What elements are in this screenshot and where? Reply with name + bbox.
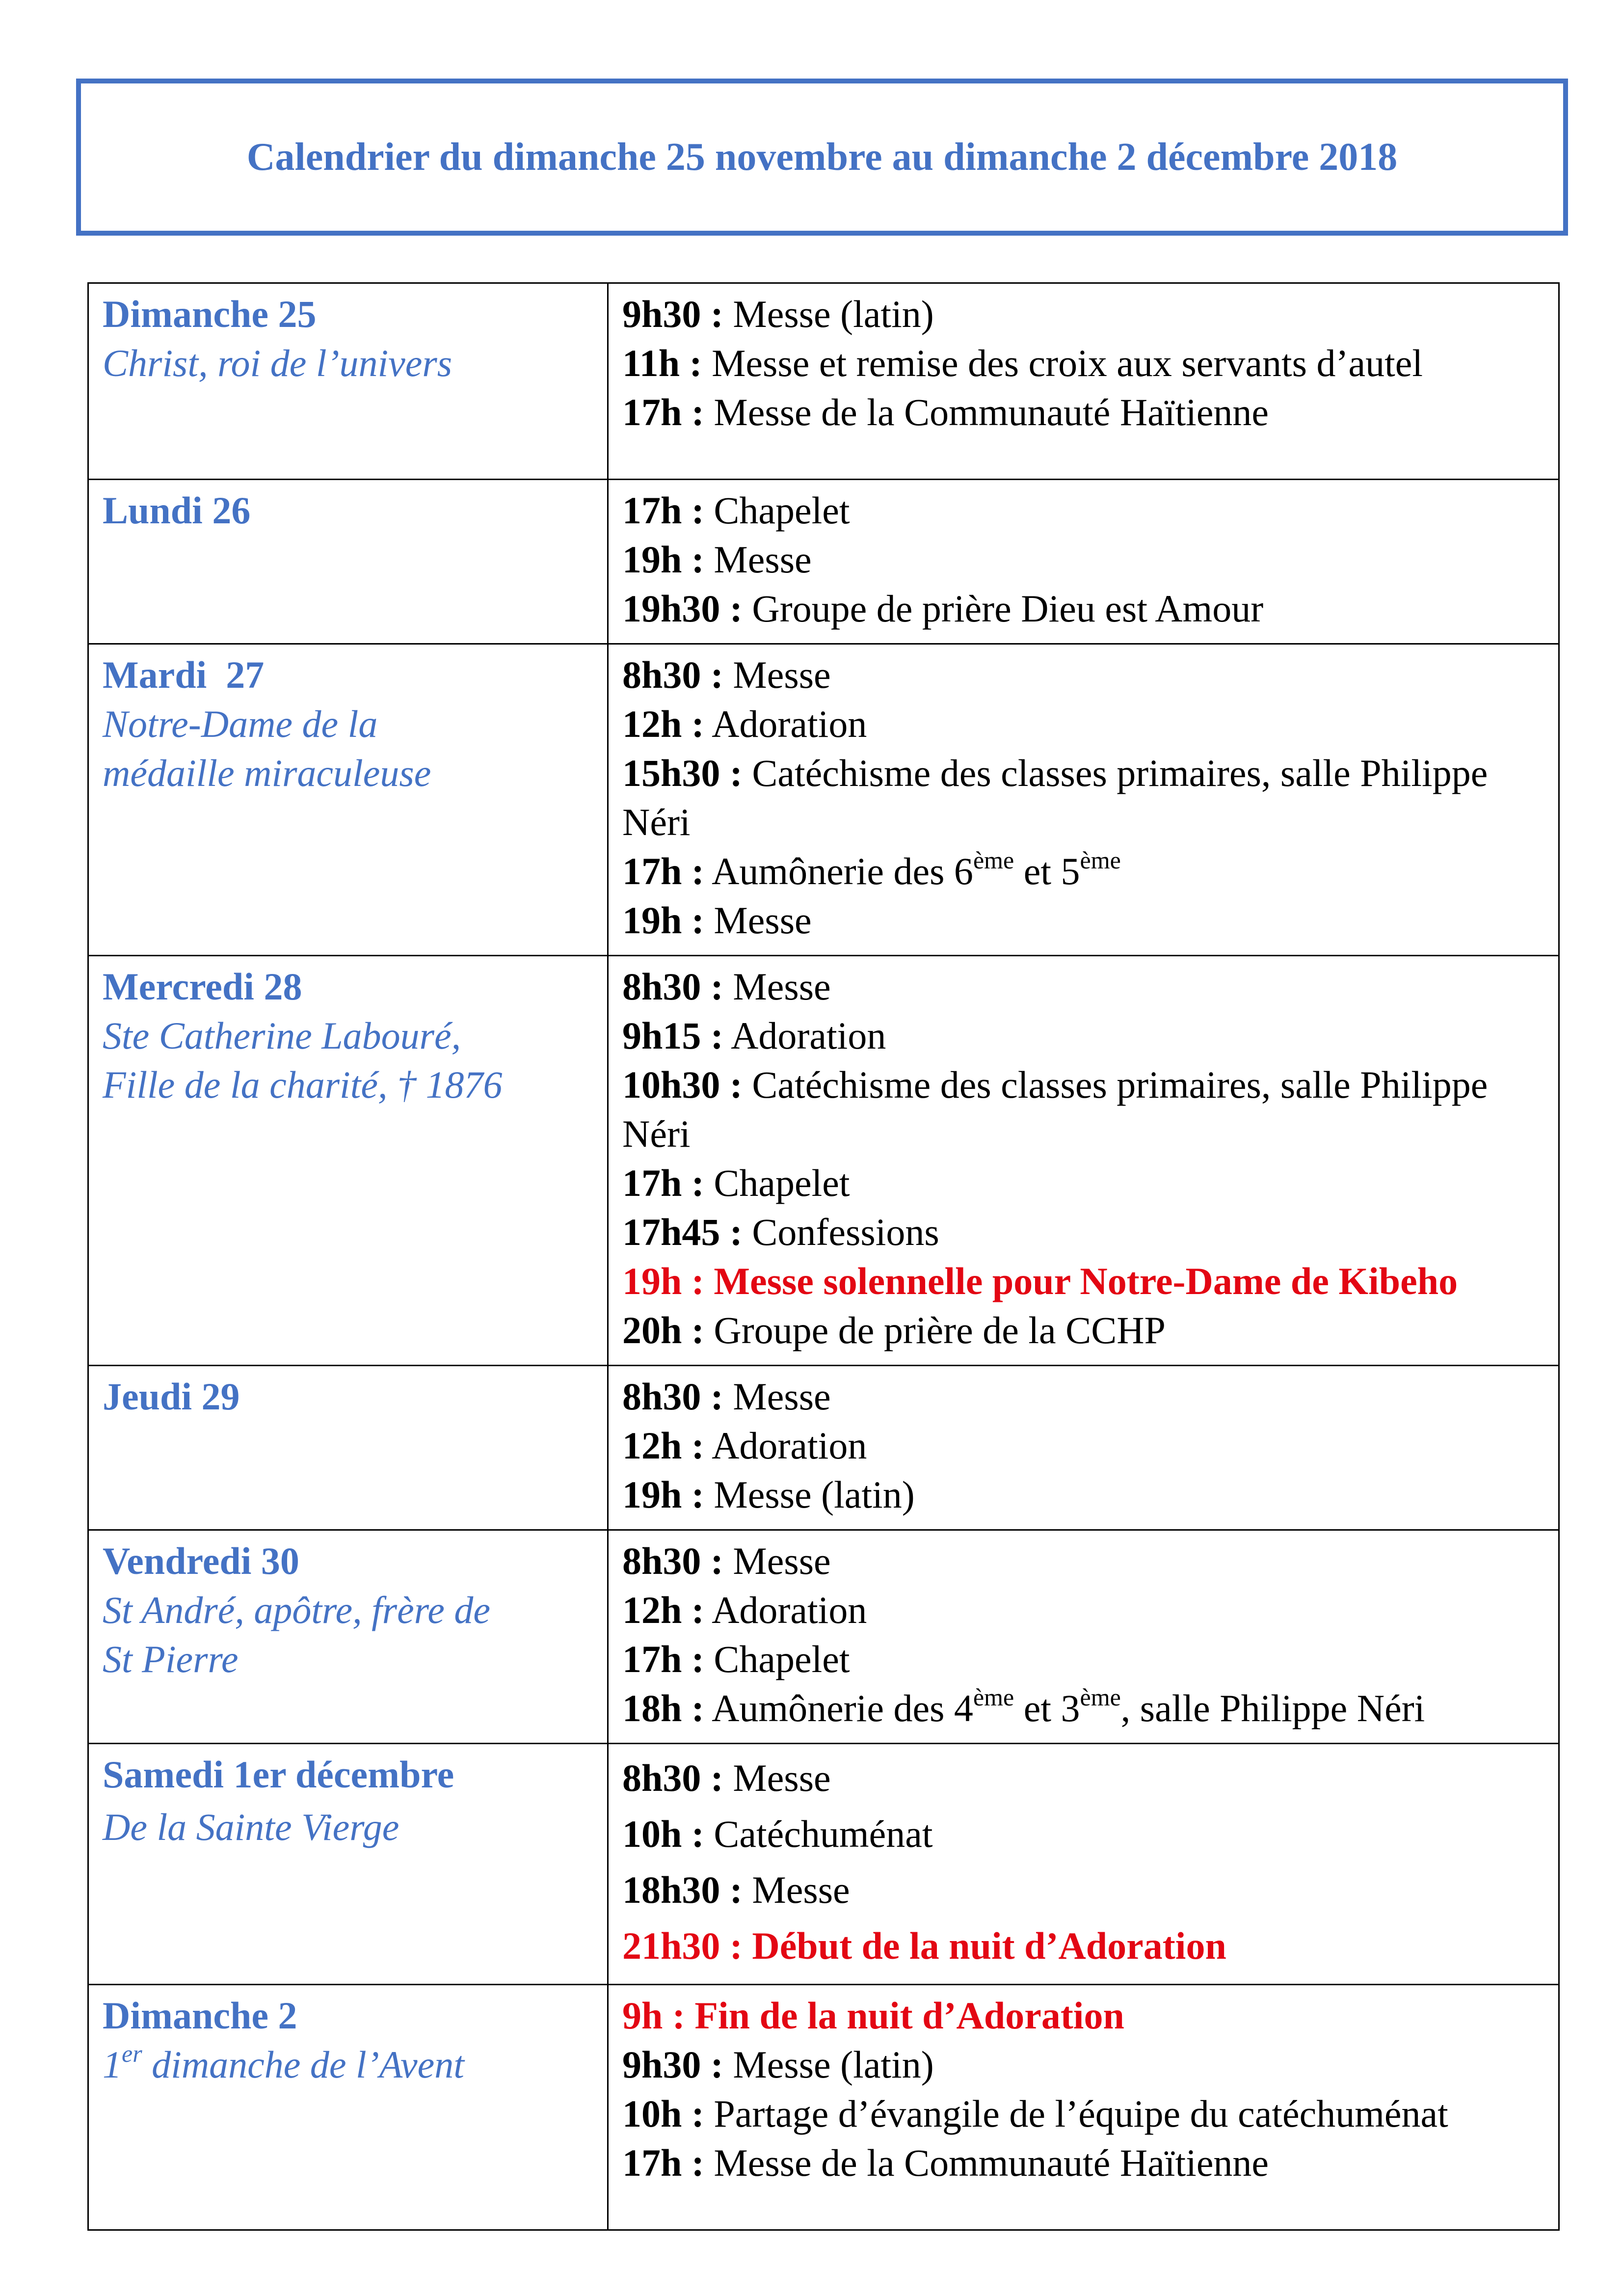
page-title: Calendrier du dimanche 25 novembre au dimanche 2 décembre 2018 — [246, 135, 1398, 179]
day-cell — [88, 1985, 608, 2230]
calendar-table — [87, 282, 1560, 2231]
events-cell — [608, 1530, 1559, 1744]
event-time: 11h : — [622, 342, 702, 384]
event-time: 19h30 : — [622, 587, 743, 630]
event-desc: Catéchuménat — [714, 1812, 933, 1855]
event-desc: Messe solennelle pour Notre-Dame de Kibeho — [714, 1260, 1458, 1302]
event-time: 19h : — [622, 1473, 704, 1516]
events-cell — [608, 644, 1559, 956]
superscript: ème — [973, 846, 1014, 874]
event-desc: Chapelet — [714, 1162, 850, 1204]
feast-text: dimanche de l’Avent — [142, 2043, 464, 2086]
day-cell — [88, 956, 608, 1366]
event-line — [622, 388, 1544, 437]
day-name: Mercredi 28 — [103, 965, 302, 1008]
event-line — [622, 749, 1544, 847]
event-desc: Messe — [733, 1756, 831, 1799]
events-cell — [608, 283, 1559, 480]
event-desc: Messe — [733, 1540, 831, 1582]
event-line — [622, 1011, 1544, 1060]
event-line — [622, 847, 1544, 896]
event-line — [622, 1750, 1544, 1806]
event-desc: Début de la nuit d’Adoration — [752, 1924, 1226, 1967]
event-desc: Messe — [733, 965, 831, 1008]
event-line — [622, 486, 1544, 535]
event-desc: Adoration — [712, 702, 867, 745]
event-time: 17h : — [622, 1638, 704, 1680]
event-line — [622, 1208, 1544, 1257]
day-feast — [103, 2040, 593, 2089]
day-cell — [88, 1530, 608, 1744]
event-line — [622, 1537, 1544, 1586]
event-time: 18h30 : — [622, 1868, 743, 1911]
event-desc: Messe de la Communauté Haïtienne — [714, 2141, 1269, 2184]
event-desc: Messe — [733, 1375, 831, 1418]
event-desc-part: Aumônerie des 4 — [712, 1687, 973, 1729]
event-time: 9h15 : — [622, 1014, 723, 1057]
event-desc: Fin de la nuit d’Adoration — [694, 1994, 1124, 2037]
day-name: Dimanche 2 — [103, 1994, 297, 2037]
day-row — [88, 1366, 1559, 1530]
event-line — [622, 650, 1544, 700]
events-cell — [608, 1366, 1559, 1530]
event-line — [622, 1159, 1544, 1208]
event-desc: Messe et remise des croix aux servants d’autel — [712, 342, 1423, 384]
event-line — [622, 339, 1544, 388]
event-line — [622, 962, 1544, 1011]
event-time: 9h : — [622, 1994, 685, 2037]
event-time: 19h : — [622, 899, 704, 942]
event-time: 8h30 : — [622, 1540, 723, 1582]
event-desc: Groupe de prière Dieu est Amour — [752, 587, 1264, 630]
event-time: 12h : — [622, 1424, 704, 1467]
event-desc: Messe (latin) — [733, 293, 934, 335]
event-time: 19h : — [622, 1260, 704, 1302]
day-name: Lundi 26 — [103, 489, 251, 532]
event-desc — [712, 846, 1121, 892]
day-row — [88, 1985, 1559, 2230]
event-time: 17h : — [622, 2141, 704, 2184]
day-name: Jeudi 29 — [103, 1375, 240, 1418]
day-cell — [88, 644, 608, 956]
event-time: 9h30 : — [622, 293, 723, 335]
event-time: 8h30 : — [622, 1756, 723, 1799]
event-desc-part: Aumônerie des 6 — [712, 850, 973, 892]
day-row — [88, 283, 1559, 480]
event-desc-part: , salle Philippe Néri — [1120, 1687, 1425, 1729]
event-desc-part: et 5 — [1014, 850, 1080, 892]
event-line-highlight — [622, 1991, 1544, 2040]
event-desc: Chapelet — [714, 1638, 850, 1680]
events-cell — [608, 1744, 1559, 1985]
event-desc: Messe (latin) — [714, 1473, 915, 1516]
event-time: 18h : — [622, 1687, 704, 1729]
day-row — [88, 644, 1559, 956]
event-line — [622, 1421, 1544, 1470]
event-desc: Catéchisme des classes primaires, salle Philippe Néri — [622, 1063, 1488, 1155]
title-box — [76, 79, 1568, 236]
day-cell — [88, 1366, 608, 1530]
day-feast: De la Sainte Vierge — [103, 1806, 399, 1848]
day-row — [88, 480, 1559, 644]
event-time: 17h : — [622, 391, 704, 433]
event-line — [622, 2138, 1544, 2188]
event-line — [622, 1372, 1544, 1421]
event-desc: Messe — [714, 899, 812, 942]
event-time: 8h30 : — [622, 965, 723, 1008]
event-line — [622, 1060, 1544, 1159]
superscript: ème — [973, 1683, 1014, 1711]
events-cell — [608, 480, 1559, 644]
event-desc: Messe (latin) — [733, 2043, 934, 2086]
event-line — [622, 2040, 1544, 2089]
event-desc: Catéchisme des classes primaires, salle Philippe Néri — [622, 752, 1488, 843]
event-line-highlight — [622, 1257, 1544, 1306]
event-line — [622, 1586, 1544, 1635]
event-time: 21h30 : — [622, 1924, 743, 1967]
event-desc: Chapelet — [714, 489, 850, 532]
event-time: 20h : — [622, 1309, 704, 1351]
day-row — [88, 1530, 1559, 1744]
event-line-highlight — [622, 1918, 1544, 1974]
event-time: 15h30 : — [622, 752, 743, 794]
event-time: 10h : — [622, 2092, 704, 2135]
event-desc — [712, 1683, 1425, 1729]
feast-number: 1 — [103, 2043, 122, 2086]
event-time: 17h : — [622, 1162, 704, 1204]
day-cell — [88, 480, 608, 644]
superscript: ème — [1080, 846, 1121, 874]
event-desc: Messe — [714, 538, 812, 581]
event-desc: Messe — [752, 1868, 850, 1911]
event-time: 10h : — [622, 1812, 704, 1855]
event-time: 17h : — [622, 850, 704, 892]
events-cell — [608, 956, 1559, 1366]
event-time: 12h : — [622, 702, 704, 745]
event-line — [622, 1806, 1544, 1862]
event-line — [622, 535, 1544, 584]
day-feast: Christ, roi de l’univers — [103, 342, 452, 384]
day-row — [88, 956, 1559, 1366]
day-feast: Ste Catherine Labouré, Fille de la charité, † 1876 — [103, 1014, 503, 1106]
event-line — [622, 896, 1544, 945]
day-name: Samedi 1er décembre — [103, 1753, 454, 1796]
event-time: 17h : — [622, 489, 704, 532]
day-cell — [88, 283, 608, 480]
event-time: 17h45 : — [622, 1211, 743, 1253]
day-feast: St André, apôtre, frère de St Pierre — [103, 1589, 490, 1680]
event-line — [622, 1862, 1544, 1918]
superscript: er — [122, 2040, 142, 2067]
event-line — [622, 584, 1544, 633]
day-name: Dimanche 25 — [103, 293, 317, 335]
day-row — [88, 1744, 1559, 1985]
event-desc: Messe de la Communauté Haïtienne — [714, 391, 1269, 433]
event-time: 12h : — [622, 1589, 704, 1631]
event-line — [622, 1684, 1544, 1733]
event-desc: Adoration — [712, 1589, 867, 1631]
event-desc-part: et 3 — [1014, 1687, 1080, 1729]
event-line — [622, 2089, 1544, 2138]
day-name: Vendredi 30 — [103, 1540, 299, 1582]
event-time: 9h30 : — [622, 2043, 723, 2086]
event-time: 10h30 : — [622, 1063, 743, 1106]
events-cell — [608, 1985, 1559, 2230]
event-time: 19h : — [622, 538, 704, 581]
event-time: 8h30 : — [622, 653, 723, 696]
event-line — [622, 700, 1544, 749]
event-desc: Messe — [733, 653, 831, 696]
superscript: ème — [1080, 1683, 1121, 1711]
event-desc: Adoration — [731, 1014, 886, 1057]
event-time: 8h30 : — [622, 1375, 723, 1418]
event-desc: Adoration — [712, 1424, 867, 1467]
event-line — [622, 1470, 1544, 1519]
event-desc: Partage d’évangile de l’équipe du catéchuménat — [714, 2092, 1448, 2135]
event-line — [622, 290, 1544, 339]
event-line — [622, 1306, 1544, 1355]
event-line — [622, 1635, 1544, 1684]
event-desc: Confessions — [752, 1211, 939, 1253]
event-desc: Groupe de prière de la CCHP — [714, 1309, 1166, 1351]
day-feast: Notre-Dame de la médaille miraculeuse — [103, 702, 431, 794]
day-cell — [88, 1744, 608, 1985]
day-name: Mardi 27 — [103, 653, 265, 696]
